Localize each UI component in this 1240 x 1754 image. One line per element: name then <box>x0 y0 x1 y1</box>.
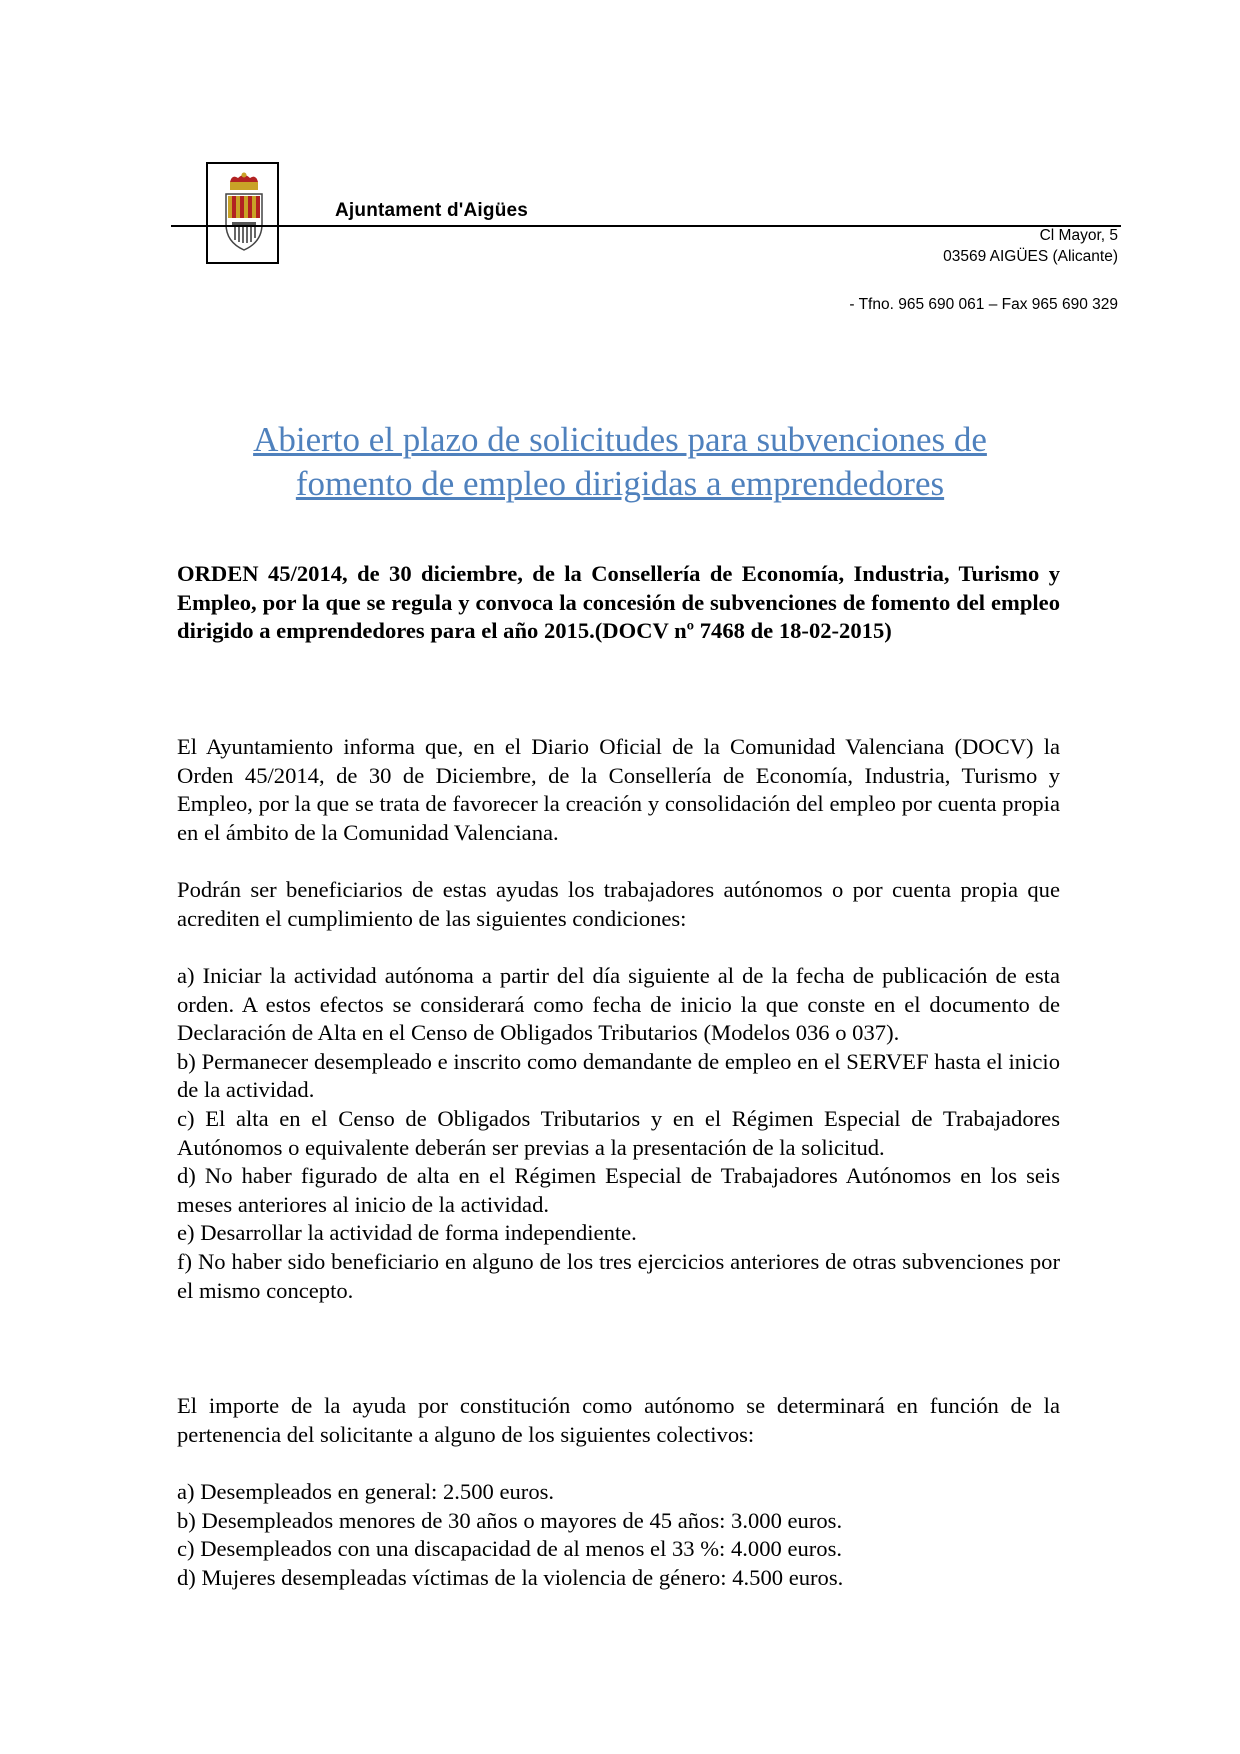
list-item: b) Permanecer desempleado e inscrito como demandante de empleo en el SERVEF hasta el inicio de la actividad. <box>177 1048 1060 1103</box>
orden-reference <box>177 560 1060 646</box>
list-item: e) Desarrollar la actividad de forma independiente. <box>177 1220 637 1246</box>
list-item: f) No haber sido beneficiario en alguno de los tres ejercicios anteriores de otras subvenciones por el mismo concepto. <box>177 1248 1060 1303</box>
page-title <box>170 418 1070 506</box>
orden-text: ORDEN 45/2014, de 30 diciembre, de la Consellería de Economía, Industria, Turismo y Empleo, por la que se regula y convoca la concesión de subvenciones de fomento del empleo dirigido a emprendedores para el año 2015.(DOCV nº 7468 de 18-02-2015) <box>177 561 1060 644</box>
list-item: a) Iniciar la actividad autónoma a partir del día siguiente al de la fecha de publicación de esta orden. A estos efectos se considerará como fecha de inicio la que conste en el documento de Declaración de Alta en el Censo de Obligados Tributarios (Modelos 036 o 037). <box>177 963 1060 1046</box>
list-item: c) Desempleados con una discapacidad de al menos el 33 %: 4.000 euros. <box>177 1536 843 1562</box>
list-item: d) No haber figurado de alta en el Régimen Especial de Trabajadores Autónomos en los seis meses anteriores al inicio de la actividad. <box>177 1163 1060 1217</box>
list-item: c) El alta en el Censo de Obligados Tributarios y en el Régimen Especial de Trabajadores Autónomos o equivalente deberán ser previas a la presentación de la solicitud. <box>177 1105 1060 1160</box>
amount-intro-text: El importe de la ayuda por constitución como autónomo se determinará en función de la pertenencia del solicitante a alguno de los siguientes colectivos: <box>177 1393 1060 1447</box>
coat-of-arms-icon <box>222 172 266 258</box>
list-item: a) Desempleados en general: 2.500 euros. <box>177 1479 555 1504</box>
amounts-list <box>177 1478 1060 1592</box>
contact-phone-fax: - Tfno. 965 690 061 – Fax 965 690 329 <box>849 296 1118 313</box>
address-city: 03569 AIGÜES (Alicante) <box>943 248 1118 265</box>
address-street: Cl Mayor, 5 <box>1039 227 1118 244</box>
crest-frame <box>206 162 279 264</box>
list-item: b) Desempleados menores de 30 años o mayores de 45 años: 3.000 euros. <box>177 1507 843 1533</box>
beneficiaries-paragraph <box>177 876 1060 933</box>
intro-paragraph <box>177 733 1060 847</box>
beneficiaries-text: Podrán ser beneficiarios de estas ayudas los trabajadores autónomos o por cuenta propia que acrediten el cumplimiento de las siguientes condiciones: <box>177 877 1060 931</box>
header-divider <box>171 225 1121 227</box>
intro-text: El Ayuntamiento informa que, en el Diario Oficial de la Comunidad Valenciana (DOCV) la Orden 45/2014, de 30 de Diciembre, de la Consellería de Economía, Industria, Turismo y Empleo, por la que se trata de favorecer la creación y consolidación del empleo por cuenta propia en el ámbito de la Comunidad Valenciana. <box>177 734 1060 845</box>
conditions-list <box>177 962 1060 1305</box>
title-line-2: fomento de empleo dirigidas a emprendedores <box>295 464 945 503</box>
amount-paragraph <box>177 1392 1060 1449</box>
list-item: d) Mujeres desempleadas víctimas de la violencia de género: 4.500 euros. <box>177 1564 844 1590</box>
title-line-1: Abierto el plazo de solicitudes para subvenciones de <box>253 420 987 459</box>
organization-name: Ajuntament d'Aigües <box>335 200 529 221</box>
